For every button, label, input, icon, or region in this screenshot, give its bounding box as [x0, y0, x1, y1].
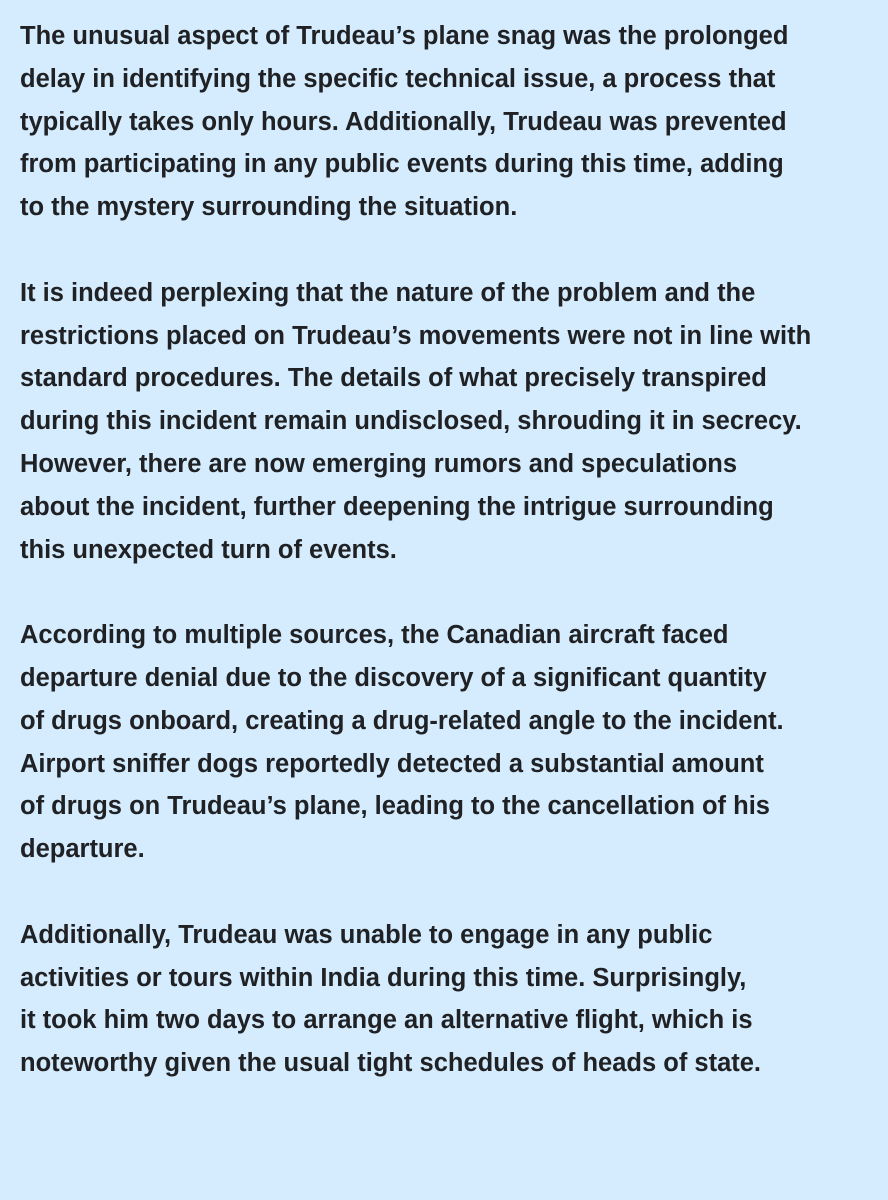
text-line: this unexpected turn of events.	[20, 535, 397, 564]
text-line: during this incident remain undisclosed, shrouding it in secrecy.	[20, 407, 802, 436]
text-line: departure.	[20, 835, 145, 864]
text-line: Additionally, Trudeau was unable to engage in any public	[20, 920, 713, 949]
paragraph-2	[20, 272, 868, 572]
text-line: restrictions placed on Trudeau’s movements were not in line with	[20, 321, 812, 350]
text-line: It is indeed perplexing that the nature of the problem and the	[20, 278, 756, 307]
text-line: it took him two days to arrange an alternative flight, which is	[20, 1006, 753, 1035]
text-line: noteworthy given the usual tight schedules of heads of state.	[20, 1049, 762, 1078]
text-line: delay in identifying the specific technical issue, a process that	[20, 64, 776, 93]
text-line: typically takes only hours. Additionally, Trudeau was prevented	[20, 107, 787, 136]
paragraph-1	[20, 15, 868, 229]
paragraph-gap	[20, 229, 868, 272]
text-line: Airport sniffer dogs reportedly detected a substantial amount	[20, 749, 764, 778]
paragraph-4	[20, 914, 868, 1085]
text-line: of drugs on Trudeau’s plane, leading to the cancellation of his	[20, 792, 770, 821]
text-line: about the incident, further deepening the intrigue surrounding	[20, 492, 774, 521]
paragraph-gap	[20, 571, 868, 614]
text-line: The unusual aspect of Trudeau’s plane snag was the prolonged	[20, 22, 789, 50]
paragraph-3	[20, 614, 868, 871]
text-line: departure denial due to the discovery of a significant quantity	[20, 663, 767, 692]
text-line: standard procedures. The details of what precisely transpired	[20, 364, 767, 393]
paragraph-gap	[20, 871, 868, 914]
text-line: from participating in any public events during this time, adding	[20, 150, 784, 179]
text-line: to the mystery surrounding the situation.	[20, 193, 518, 222]
text-line: of drugs onboard, creating a drug-related angle to the incident.	[20, 706, 784, 735]
text-line: According to multiple sources, the Canadian aircraft faced	[20, 621, 729, 650]
text-line: activities or tours within India during this time. Surprisingly,	[20, 963, 747, 992]
text-line: However, there are now emerging rumors and speculations	[20, 449, 738, 478]
